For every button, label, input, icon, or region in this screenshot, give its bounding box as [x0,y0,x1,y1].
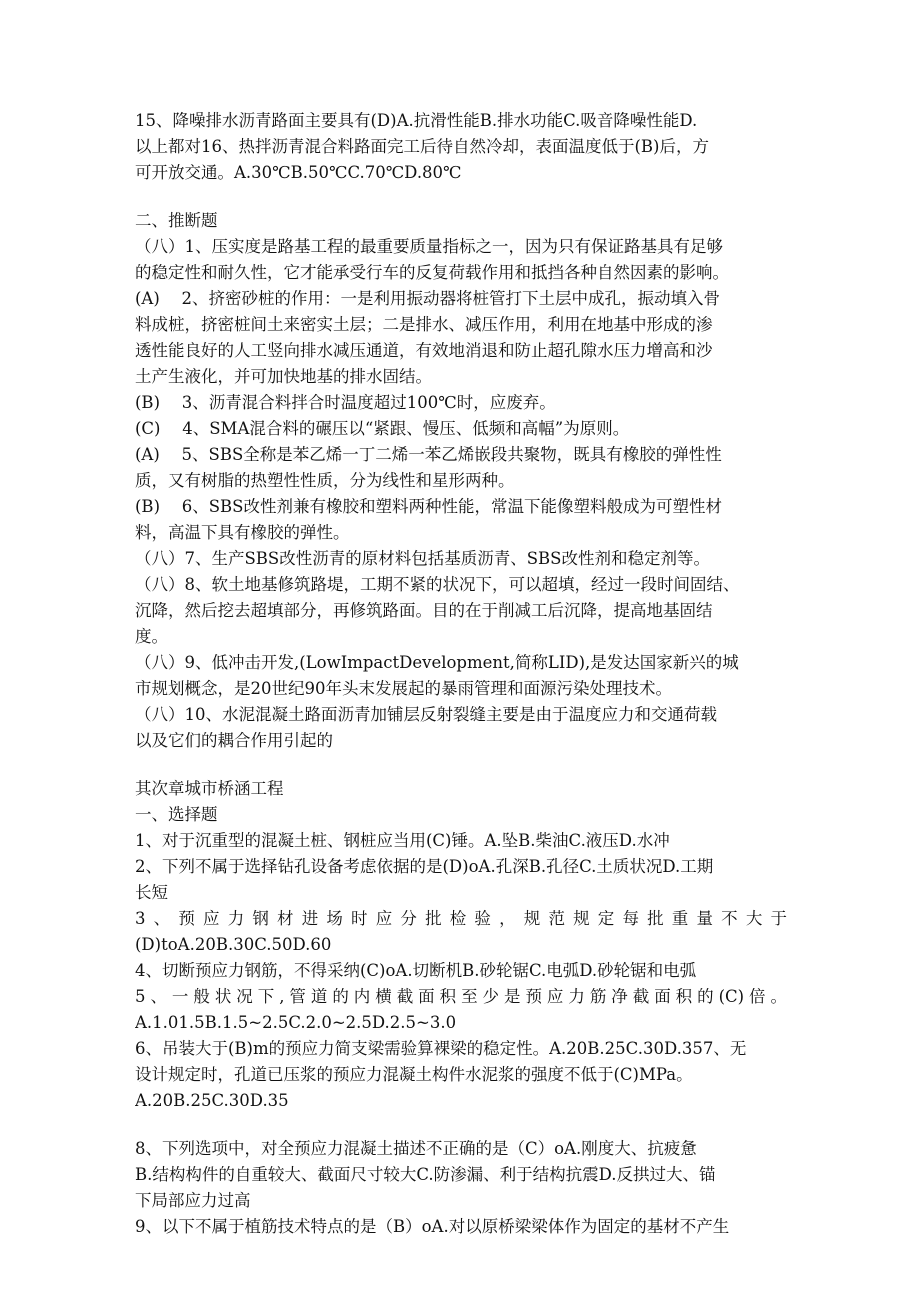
text-line: 土产生液化，并可加快地基的排水固结。 [135,367,432,386]
text-line: 以及它们的耦合作用引起的 [135,731,333,750]
text-line: 料成桩，挤密桩间土来密实土层；二是排水、减压作用，利用在地基中形成的渗 [135,315,713,334]
block-spacer [135,1114,787,1136]
text-line: 9、以下不属于植筋技术特点的是（B）oA.对以原桥梁梁体作为固定的基材不产生 [135,1217,730,1236]
text-line: 4、切断预应力钢筋，不得采纳(C)oA.切断机B.砂轮锯C.电弧D.砂轮锯和电弧 [135,961,697,980]
text-line: 3、预应力钢材进场时应分批检验，规范规定每批重量不大于 [135,909,787,928]
text-line: (C) 4、SMA混合料的碾压以“紧跟、慢压、低频和高幅”为原则。 [135,419,630,438]
text-line: 8、下列选项中，对全预应力混凝土描述不正确的是（C）oA.刚度大、抗疲惫 [135,1139,697,1158]
section-heading: 一、选择题 [135,805,218,824]
text-line: A.20B.25C.30D.35 [135,1091,289,1110]
paragraph-block-2 [135,208,787,754]
text-line: （八）9、低冲击开发,(LowImpactDevelopment,简称LID),是发达国家新兴的城 [135,653,739,672]
text-line: (B) 6、SBS改性剂兼有橡胶和塑料两种性能，常温下能像塑料般成为可塑性材 [135,497,722,516]
text-line: 1、对于沉重型的混凝土桩、钢桩应当用(C)锤。A.坠B.柴油C.液压D.水冲 [135,831,670,850]
chapter-heading: 其次章城市桥涵工程 [135,779,284,798]
paragraph-block-3 [135,776,787,1114]
text-line: 长短 [135,883,168,902]
text-line: B.结构构件的自重较大、截面尺寸较大C.防渗漏、利于结构抗震D.反拱过大、锚 [135,1165,716,1184]
text-line: 2、下列不属于选择钻孔设备考虑依据的是(D)oA.孔深B.孔径C.土质状况D.工期 [135,857,714,876]
text-line: （八）1、压实度是路基工程的最重要质量指标之一，因为只有保证路基具有足够 [135,237,723,256]
paragraph-block-4 [135,1136,787,1240]
document-page [135,108,787,1240]
text-line: 度。 [135,627,168,646]
text-line: 6、吊装大于(B)m的预应力简支梁需验算裸梁的稳定性。A.20B.25C.30D.357、无 [135,1039,747,1058]
section-heading: 二、推断题 [135,211,218,230]
text-line: 5、一般状况下,管道的内横截面积至少是预应力筋净截面积的(C)倍。 [135,987,787,1006]
text-line: 市规划概念，是20世纪90年头末发展起的暴雨管理和面源污染处理技术。 [135,679,672,698]
paragraph-block-1 [135,108,787,186]
block-spacer [135,186,787,208]
block-spacer [135,754,787,776]
text-line: 透性能良好的人工竖向排水减压通道，有效地消退和防止超孔隙水压力增高和沙 [135,341,713,360]
text-line: 15、降噪排水沥青路面主要具有(D)A.抗滑性能B.排水功能C.吸音降噪性能D. [135,111,698,130]
text-line: 质，又有树脂的热塑性性质，分为线性和星形两种。 [135,471,515,490]
text-line: 沉降，然后挖去超填部分，再修筑路面。目的在于削减工后沉降，提高地基固结 [135,601,713,620]
text-line: (A) 2、挤密砂桩的作用：一是利用振动器将桩管打下土层中成孔，振动填入骨 [135,289,721,308]
text-line: 以上都对16、热拌沥青混合料路面完工后待自然冷却，表面温度低于(B)后，方 [135,137,709,156]
text-line: (D)toA.20B.30C.50D.60 [135,935,332,954]
text-line: A.1.01.5B.1.5~2.5C.2.0~2.5D.2.5~3.0 [135,1013,457,1032]
text-line: 下局部应力过高 [135,1191,251,1210]
text-line: （八）8、软土地基修筑路堤，工期不紧的状况下，可以超填，经过一段时间固结、 [135,575,740,594]
text-line: 设计规定时，孔道已压浆的预应力混凝土构件水泥浆的强度不低于(C)MPa。 [135,1065,693,1084]
text-line: 可开放交通。A.30℃B.50℃C.70℃D.80℃ [135,163,462,182]
text-line: (B) 3、沥青混合料拌合时温度超过100℃时，应废弃。 [135,393,556,412]
text-line: 的稳定性和耐久性，它才能承受行车的反复荷载作用和抵挡各种自然因素的影响。 [135,263,729,282]
text-line: （八）7、生产SBS改性沥青的原材料包括基质沥青、SBS改性剂和稳定剂等。 [135,549,710,568]
text-line: 料，高温下具有橡胶的弹性。 [135,523,350,542]
text-line: （八）10、水泥混凝土路面沥青加铺层反射裂缝主要是由于温度应力和交通荷载 [135,705,717,724]
text-line: (A) 5、SBS全称是苯乙烯一丁二烯一苯乙烯嵌段共聚物，既具有橡胶的弹性性 [135,445,722,464]
